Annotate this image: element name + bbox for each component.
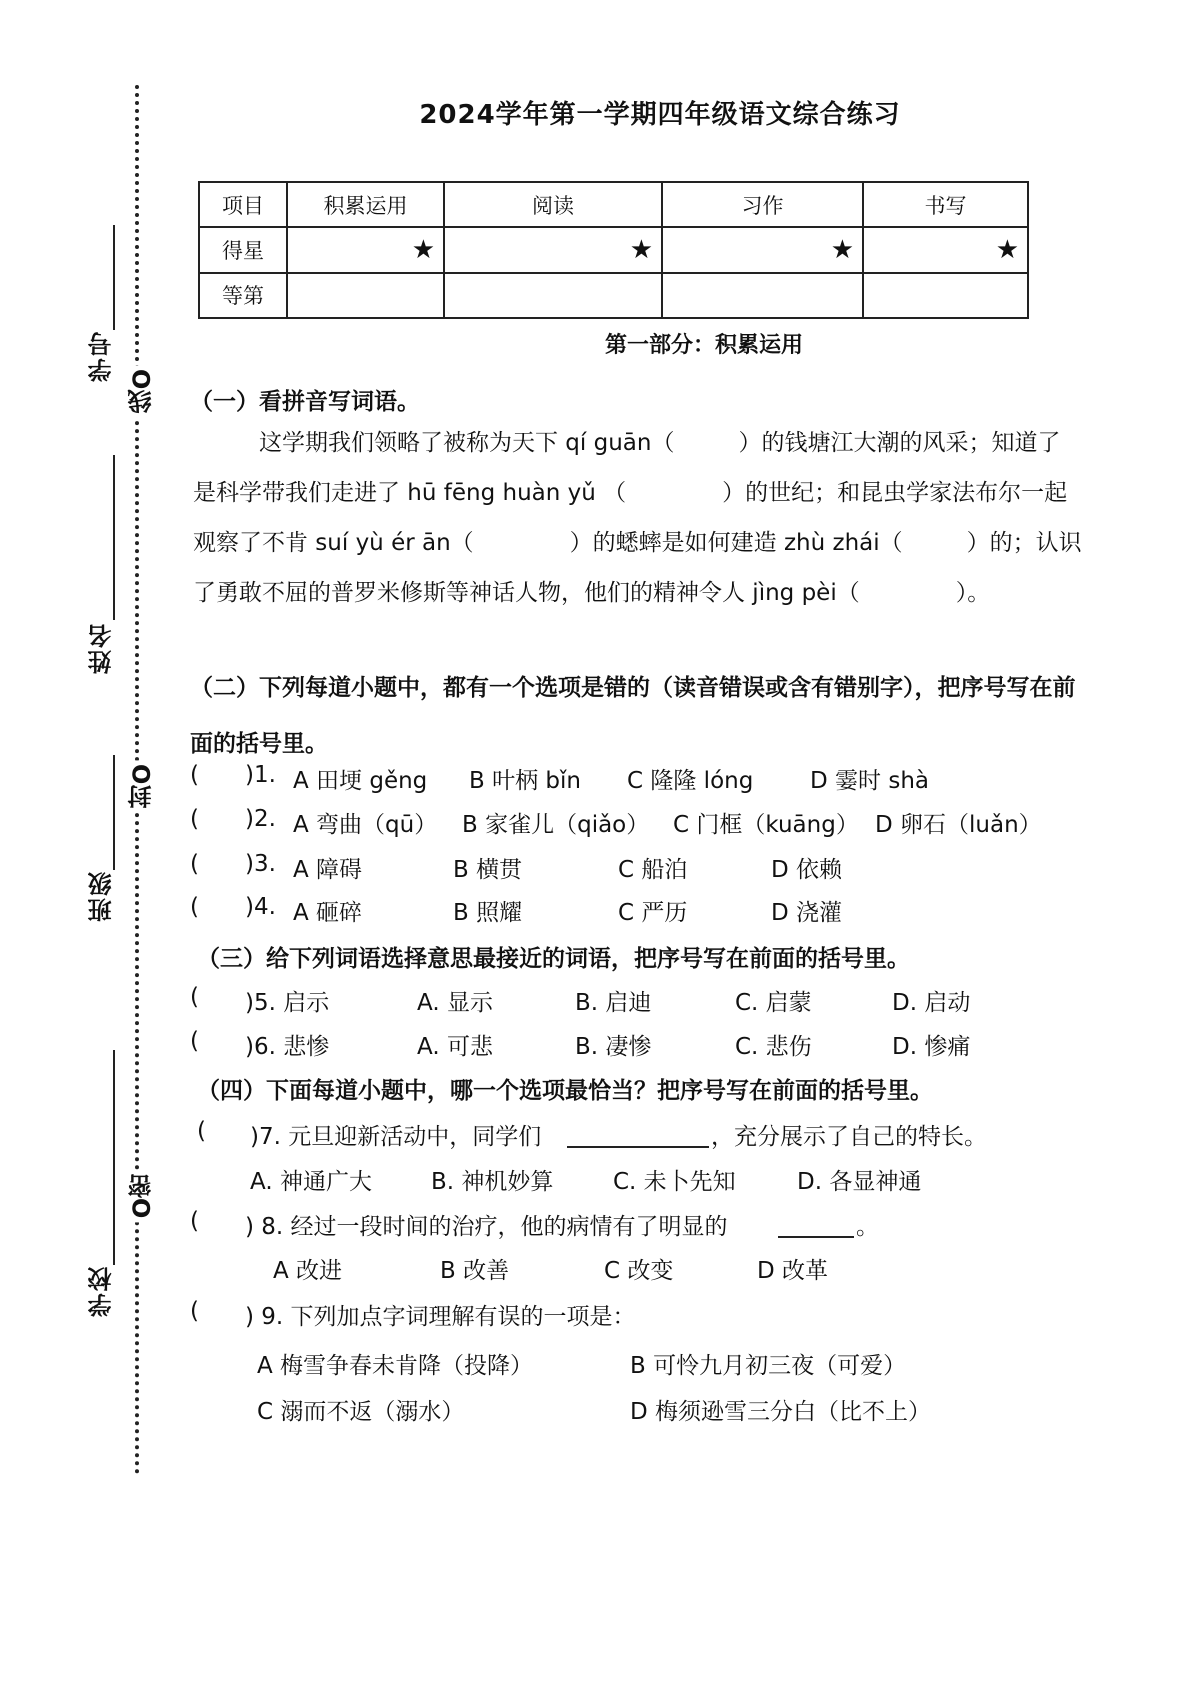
option-b: B. 凄惨 [575,1034,652,1060]
section1-paragraph [193,418,1083,618]
option-a: A 弯曲（qū） [293,812,438,838]
question-number: )2. [245,806,276,832]
option-c: C. 启蒙 [735,990,812,1016]
banji-blank [113,755,115,870]
answer-paren-5[interactable]: ( [190,984,199,1010]
star-icon: ★ [995,234,1019,265]
stars-row-label: 得星 [199,227,287,272]
pinyin-text-hufeng: ）的钱塘江大潮的风采；知道了是科学带我们走进了 hū fēng huàn yǔ （ [193,430,1061,506]
section3-title: （三）给下列词语选择意思最接近的词语，把序号写在前面的括号里。 [197,946,910,972]
stars-cell-shuxie[interactable] [863,227,1028,272]
option-c: C. 悲伤 [735,1034,812,1060]
grade-cell-yuedu[interactable] [444,273,662,318]
option-c: C 溺而不返（溺水） [257,1399,465,1425]
option-c: C 改变 [604,1258,674,1284]
option-d: D 霎时 shà [810,768,929,794]
question-word: )6. 悲惨 [245,1034,330,1060]
pinyin-text-jingpei: ）的；认识了勇敢不屈的普罗米修斯等神话人物，他们的精神令人 jìng pèi（ [193,530,1082,606]
grade-cell-jilei[interactable] [287,273,444,318]
option-a: A 砸碎 [293,900,363,926]
fill-blank-7[interactable] [567,1126,709,1148]
option-b: B 可怜九月初三夜（可爱） [630,1353,907,1379]
xuehao-blank [113,225,115,330]
seal-xian: 线O [124,365,159,417]
header-jilei: 积累运用 [287,182,444,227]
option-b: B 改善 [440,1258,510,1284]
header-shuxie: 书写 [863,182,1028,227]
option-d: D. 惨痛 [892,1034,971,1060]
option-a: A 田埂 gěng [293,768,428,794]
option-b: B 照耀 [453,900,523,926]
xingming-blank [113,455,115,620]
option-d: D 改革 [757,1258,829,1284]
score-table-header-row [199,182,1028,227]
xuehao-label: 学号 [88,330,116,382]
option-a: A 改进 [273,1258,343,1284]
option-c: C 船泊 [618,857,688,883]
option-c: C 隆隆 lóng [627,768,754,794]
option-a: A. 可悲 [417,1034,493,1060]
option-c: C 严历 [618,900,688,926]
star-icon: ★ [411,234,435,265]
xuexiao-blank [113,1050,115,1265]
question-7-stem: )7. 元旦迎新活动中，同学们 [250,1124,542,1150]
option-d: D 卵石（luǎn） [875,812,1042,838]
header-xizuo: 习作 [662,182,863,227]
header-yuedu: 阅读 [444,182,662,227]
question-number: )1. [245,762,276,788]
answer-paren-2[interactable]: ( [190,806,199,832]
option-d: D. 各显神通 [797,1169,922,1195]
option-a: A. 神通广大 [250,1169,372,1195]
grade-row-label: 等第 [199,273,287,318]
option-b: B 横贯 [453,857,523,883]
question-7-stem-end: ，充分展示了自己的特长。 [711,1124,987,1150]
grade-cell-xizuo[interactable] [662,273,863,318]
part1-title: 第一部分：积累运用 [604,333,803,358]
option-d: D 梅须逊雪三分白（比不上） [630,1399,932,1425]
page-title: 2024学年第一学期四年级语文综合练习 [419,100,901,130]
answer-paren-3[interactable]: ( [190,851,199,877]
question-8-stem-end: 。 [856,1214,879,1240]
answer-paren-1[interactable]: ( [190,762,199,788]
answer-paren-6[interactable]: ( [190,1028,199,1054]
grade-cell-shuxie[interactable] [863,273,1028,318]
answer-paren-8[interactable]: ( [190,1208,199,1234]
answer-paren-7[interactable]: ( [197,1118,206,1144]
seal-mi: O密 [124,1170,159,1222]
star-icon: ★ [629,234,653,265]
pinyin-text-qiguan: 这学期我们领略了被称为天下 qí guān（ [259,430,675,456]
pinyin-text-zhuzhai: ）的蟋蟀是如何建造 zhù zhái（ [569,530,903,556]
option-a: A 梅雪争春未肯降（投降） [257,1353,534,1379]
answer-paren-9[interactable]: ( [190,1298,199,1324]
star-icon: ★ [830,234,854,265]
question-word: )5. 启示 [245,990,330,1016]
option-d: D. 启动 [892,990,971,1016]
option-b: B 家雀儿（qiǎo） [462,812,650,838]
section1-title: （一）看拼音写词语。 [190,389,420,415]
score-table-grade-row [199,273,1028,318]
score-table-stars-row [199,227,1028,272]
option-a: A. 显示 [417,990,493,1016]
seal-feng: 封O [124,760,159,812]
option-c: C 门框（kuāng） [673,812,859,838]
stars-cell-xizuo[interactable] [662,227,863,272]
fill-blank-8[interactable] [778,1216,854,1238]
option-b: B 叶柄 bǐn [469,768,581,794]
header-item: 项目 [199,182,287,227]
score-table [198,181,1029,319]
xingming-label: 姓名 [88,622,116,674]
option-d: D 浇灌 [771,900,843,926]
answer-paren-4[interactable]: ( [190,894,199,920]
option-c: C. 未卜先知 [613,1169,736,1195]
pinyin-text-suiyu: ）的世纪；和昆虫学家法布尔一起观察了不肯 suí yù ér ān（ [193,480,1068,556]
option-b: B. 神机妙算 [431,1169,554,1195]
section4-title: （四）下面每道小题中，哪一个选项最恰当？把序号写在前面的括号里。 [197,1078,933,1104]
option-a: A 障碍 [293,857,363,883]
section2-title: （二）下列每道小题中，都有一个选项是错的（读音错误或含有错别字），把序号写在前面的括号里。 [190,675,1076,757]
option-b: B. 启迪 [575,990,652,1016]
pinyin-text-end: ）。 [955,580,991,606]
xuexiao-label: 学校 [88,1265,116,1317]
banji-label: 班级 [88,870,116,922]
stars-cell-jilei[interactable] [287,227,444,272]
option-d: D 依赖 [771,857,843,883]
question-number: )4. [245,894,276,920]
question-9-stem: ) 9. 下列加点字词理解有误的一项是： [245,1304,636,1330]
question-number: )3. [245,851,276,877]
stars-cell-yuedu[interactable] [444,227,662,272]
question-8-stem: ) 8. 经过一段时间的治疗，他的病情有了明显的 [245,1214,728,1240]
